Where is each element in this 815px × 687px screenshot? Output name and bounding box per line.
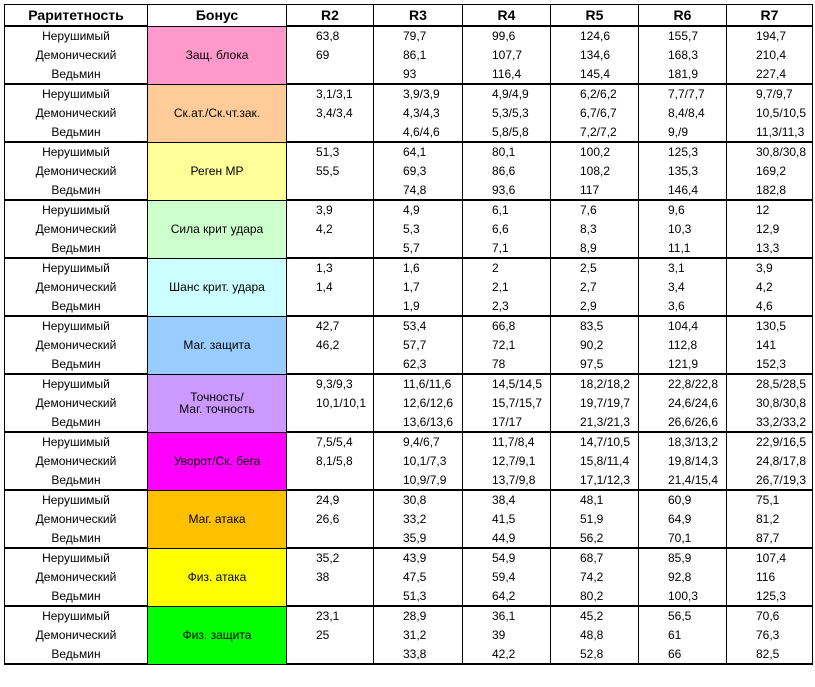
value-cell-r5: 7,6 [551, 200, 639, 220]
value-cell-r7: 182,8 [727, 181, 813, 201]
value-cell-r5: 2,9 [551, 297, 639, 317]
value-cell-r3: 43,9 [374, 548, 463, 568]
bonus-cell [148, 374, 287, 432]
header-rarity: Раритетность [5, 5, 148, 27]
value-cell-r2: 25 [287, 626, 374, 645]
value-cell-r5: 8,9 [551, 239, 639, 259]
value-cell-r3: 53,4 [374, 316, 463, 336]
bonus-label: Уворот/Ск. бега [173, 454, 261, 468]
rarity-cell: Ведьмин [5, 587, 148, 607]
value-cell-r4: 72,1 [463, 336, 551, 355]
value-cell-r5: 108,2 [551, 162, 639, 181]
rarity-cell: Нерушимый [5, 84, 148, 104]
value-cell-r7: 12 [727, 200, 813, 220]
table-row [5, 432, 813, 452]
value-cell-r7: 116 [727, 568, 813, 587]
value-cell-r3: 3,9/3,9 [374, 84, 463, 104]
value-cell-r2 [287, 123, 374, 143]
value-cell-r3: 1,9 [374, 297, 463, 317]
bonus-cell [148, 316, 287, 374]
value-cell-r5: 8,3 [551, 220, 639, 239]
value-cell-r6: 19,8/14,3 [639, 452, 727, 471]
value-cell-r4: 2,3 [463, 297, 551, 317]
value-cell-r3: 86,1 [374, 46, 463, 65]
value-cell-r4: 59,4 [463, 568, 551, 587]
value-cell-r5: 51,9 [551, 510, 639, 529]
value-cell-r4: 2,1 [463, 278, 551, 297]
value-cell-r4: 39 [463, 626, 551, 645]
value-cell-r2 [287, 471, 374, 491]
value-cell-r7: 87,7 [727, 529, 813, 549]
value-cell-r4: 5,3/5,3 [463, 104, 551, 123]
rarity-cell: Нерушимый [5, 606, 148, 626]
table-row [5, 316, 813, 336]
value-cell-r2: 4,2 [287, 220, 374, 239]
value-cell-r2 [287, 645, 374, 665]
value-cell-r4: 80,1 [463, 142, 551, 162]
value-cell-r4: 66,8 [463, 316, 551, 336]
value-cell-r4: 107,7 [463, 46, 551, 65]
value-cell-r4: 99,6 [463, 26, 551, 46]
value-cell-r7: 210,4 [727, 46, 813, 65]
bonus-label: Реген МР [190, 164, 244, 178]
table-row [5, 548, 813, 568]
rarity-cell: Нерушимый [5, 258, 148, 278]
table-row [5, 471, 813, 491]
value-cell-r3: 51,3 [374, 587, 463, 607]
table-row [5, 123, 813, 143]
value-cell-r2 [287, 181, 374, 201]
value-cell-r7: 28,5/28,5 [727, 374, 813, 394]
value-cell-r5: 117 [551, 181, 639, 201]
value-cell-r5: 7,2/7,2 [551, 123, 639, 143]
bonus-label: Физ. защита [182, 628, 252, 642]
value-cell-r4: 86,6 [463, 162, 551, 181]
value-cell-r2: 38 [287, 568, 374, 587]
value-cell-r4: 4,9/4,9 [463, 84, 551, 104]
table-row [5, 510, 813, 529]
value-cell-r5: 14,7/10,5 [551, 432, 639, 452]
value-cell-r7: 22,9/16,5 [727, 432, 813, 452]
header-r3: R3 [374, 5, 463, 27]
bonus-label: Маг. атака [188, 512, 246, 526]
value-cell-r3: 1,7 [374, 278, 463, 297]
value-cell-r2: 46,2 [287, 336, 374, 355]
rarity-cell: Демонический [5, 104, 148, 123]
bonus-cell [148, 142, 287, 200]
table-row [5, 65, 813, 85]
value-cell-r7: 82,5 [727, 645, 813, 665]
rarity-cell: Нерушимый [5, 432, 148, 452]
value-cell-r4: 6,1 [463, 200, 551, 220]
rarity-cell: Демонический [5, 336, 148, 355]
table-row [5, 355, 813, 375]
value-cell-r2: 3,4/3,4 [287, 104, 374, 123]
value-cell-r2 [287, 413, 374, 433]
value-cell-r3: 31,2 [374, 626, 463, 645]
value-cell-r2: 8,1/5,8 [287, 452, 374, 471]
value-cell-r3: 47,5 [374, 568, 463, 587]
value-cell-r5: 145,4 [551, 65, 639, 85]
rarity-cell: Демонический [5, 510, 148, 529]
value-cell-r2 [287, 297, 374, 317]
table-row [5, 46, 813, 65]
rarity-cell: Ведьмин [5, 123, 148, 143]
table-body [5, 26, 813, 664]
bonus-cell [148, 258, 287, 316]
value-cell-r6: 21,4/15,4 [639, 471, 727, 491]
value-cell-r4: 2 [463, 258, 551, 278]
value-cell-r6: 112,8 [639, 336, 727, 355]
value-cell-r2 [287, 65, 374, 85]
value-cell-r6: 135,3 [639, 162, 727, 181]
value-cell-r6: 56,5 [639, 606, 727, 626]
bonus-label: Маг. защита [183, 338, 251, 352]
rarity-cell: Нерушимый [5, 548, 148, 568]
table-row [5, 374, 813, 394]
value-cell-r5: 19,7/19,7 [551, 394, 639, 413]
value-cell-r6: 181,9 [639, 65, 727, 85]
value-cell-r2: 7,5/5,4 [287, 432, 374, 452]
value-cell-r3: 4,6/4,6 [374, 123, 463, 143]
rarity-cell: Ведьмин [5, 65, 148, 85]
value-cell-r4: 116,4 [463, 65, 551, 85]
value-cell-r6: 168,3 [639, 46, 727, 65]
header-r7: R7 [727, 5, 813, 27]
bonus-cell [148, 606, 287, 664]
value-cell-r7: 107,4 [727, 548, 813, 568]
value-cell-r7: 11,3/11,3 [727, 123, 813, 143]
value-cell-r3: 30,8 [374, 490, 463, 510]
rarity-cell: Нерушимый [5, 200, 148, 220]
value-cell-r2: 63,8 [287, 26, 374, 46]
value-cell-r7: 30,8/30,8 [727, 142, 813, 162]
value-cell-r7: 24,8/17,8 [727, 452, 813, 471]
bonus-table [4, 4, 813, 665]
value-cell-r2 [287, 587, 374, 607]
value-cell-r6: 9,/9 [639, 123, 727, 143]
value-cell-r3: 69,3 [374, 162, 463, 181]
value-cell-r3: 64,1 [374, 142, 463, 162]
value-cell-r4: 36,1 [463, 606, 551, 626]
rarity-cell: Демонический [5, 394, 148, 413]
value-cell-r6: 64,9 [639, 510, 727, 529]
value-cell-r7: 12,9 [727, 220, 813, 239]
value-cell-r5: 52,8 [551, 645, 639, 665]
value-cell-r2: 10,1/10,1 [287, 394, 374, 413]
value-cell-r3: 1,6 [374, 258, 463, 278]
value-cell-r5: 56,2 [551, 529, 639, 549]
value-cell-r2 [287, 239, 374, 259]
bonus-label: Шанс крит. удара [169, 280, 265, 294]
value-cell-r6: 9,6 [639, 200, 727, 220]
value-cell-r7: 3,9 [727, 258, 813, 278]
value-cell-r6: 3,1 [639, 258, 727, 278]
value-cell-r3: 13,6/13,6 [374, 413, 463, 433]
value-cell-r4: 13,7/9,8 [463, 471, 551, 491]
header-row [5, 5, 813, 27]
value-cell-r3: 79,7 [374, 26, 463, 46]
table-row [5, 336, 813, 355]
value-cell-r6: 146,4 [639, 181, 727, 201]
value-cell-r2: 26,6 [287, 510, 374, 529]
rarity-cell: Нерушимый [5, 374, 148, 394]
header-r4: R4 [463, 5, 551, 27]
rarity-cell: Ведьмин [5, 645, 148, 665]
value-cell-r6: 18,3/13,2 [639, 432, 727, 452]
value-cell-r4: 54,9 [463, 548, 551, 568]
value-cell-r3: 4,3/4,3 [374, 104, 463, 123]
table-row [5, 162, 813, 181]
value-cell-r7: 4,6 [727, 297, 813, 317]
rarity-cell: Ведьмин [5, 529, 148, 549]
value-cell-r3: 10,1/7,3 [374, 452, 463, 471]
bonus-label: Точность/ [190, 390, 244, 404]
value-cell-r2: 24,9 [287, 490, 374, 510]
value-cell-r7: 30,8/30,8 [727, 394, 813, 413]
value-cell-r3: 62,3 [374, 355, 463, 375]
table-row [5, 220, 813, 239]
value-cell-r5: 2,5 [551, 258, 639, 278]
table-row [5, 645, 813, 665]
table-row [5, 26, 813, 46]
bonus-cell [148, 432, 287, 490]
value-cell-r7: 152,3 [727, 355, 813, 375]
value-cell-r4: 14,5/14,5 [463, 374, 551, 394]
bonus-label: Физ. атака [187, 570, 247, 584]
rarity-cell: Демонический [5, 626, 148, 645]
table-row [5, 297, 813, 317]
bonus-label: Сила крит удара [170, 222, 264, 236]
value-cell-r2: 9,3/9,3 [287, 374, 374, 394]
value-cell-r2 [287, 529, 374, 549]
value-cell-r5: 134,6 [551, 46, 639, 65]
header-r5: R5 [551, 5, 639, 27]
value-cell-r7: 81,2 [727, 510, 813, 529]
value-cell-r3: 74,8 [374, 181, 463, 201]
value-cell-r2: 35,2 [287, 548, 374, 568]
table-row [5, 452, 813, 471]
table-row [5, 606, 813, 626]
table-row [5, 142, 813, 162]
value-cell-r5: 15,8/11,4 [551, 452, 639, 471]
value-cell-r6: 3,4 [639, 278, 727, 297]
value-cell-r6: 70,1 [639, 529, 727, 549]
value-cell-r3: 28,9 [374, 606, 463, 626]
value-cell-r7: 76,3 [727, 626, 813, 645]
value-cell-r6: 8,4/8,4 [639, 104, 727, 123]
value-cell-r5: 68,7 [551, 548, 639, 568]
value-cell-r4: 6,6 [463, 220, 551, 239]
value-cell-r6: 155,7 [639, 26, 727, 46]
table-row [5, 239, 813, 259]
table-row [5, 413, 813, 433]
value-cell-r6: 92,8 [639, 568, 727, 587]
value-cell-r2: 42,7 [287, 316, 374, 336]
value-cell-r3: 11,6/11,6 [374, 374, 463, 394]
value-cell-r4: 11,7/8,4 [463, 432, 551, 452]
header-bonus: Бонус [148, 5, 287, 27]
value-cell-r5: 48,1 [551, 490, 639, 510]
value-cell-r5: 6,7/6,7 [551, 104, 639, 123]
value-cell-r6: 26,6/26,6 [639, 413, 727, 433]
value-cell-r5: 6,2/6,2 [551, 84, 639, 104]
value-cell-r7: 125,3 [727, 587, 813, 607]
value-cell-r5: 74,2 [551, 568, 639, 587]
bonus-label: Защ. блока [185, 48, 249, 62]
table-row [5, 278, 813, 297]
value-cell-r7: 4,2 [727, 278, 813, 297]
table-row [5, 587, 813, 607]
value-cell-r5: 83,5 [551, 316, 639, 336]
value-cell-r7: 13,3 [727, 239, 813, 259]
value-cell-r3: 35,9 [374, 529, 463, 549]
value-cell-r4: 42,2 [463, 645, 551, 665]
table-row [5, 84, 813, 104]
value-cell-r3: 10,9/7,9 [374, 471, 463, 491]
value-cell-r6: 61 [639, 626, 727, 645]
bonus-cell [148, 26, 287, 84]
rarity-cell: Демонический [5, 162, 148, 181]
value-cell-r6: 10,3 [639, 220, 727, 239]
value-cell-r3: 9,4/6,7 [374, 432, 463, 452]
value-cell-r4: 15,7/15,7 [463, 394, 551, 413]
value-cell-r7: 26,7/19,3 [727, 471, 813, 491]
bonus-label: Маг. точность [179, 402, 255, 416]
value-cell-r6: 125,3 [639, 142, 727, 162]
value-cell-r5: 18,2/18,2 [551, 374, 639, 394]
value-cell-r7: 130,5 [727, 316, 813, 336]
bonus-cell [148, 548, 287, 606]
rarity-cell: Демонический [5, 220, 148, 239]
value-cell-r7: 141 [727, 336, 813, 355]
rarity-cell: Демонический [5, 46, 148, 65]
value-cell-r5: 100,2 [551, 142, 639, 162]
value-cell-r4: 38,4 [463, 490, 551, 510]
value-cell-r4: 64,2 [463, 587, 551, 607]
rarity-cell: Нерушимый [5, 316, 148, 336]
rarity-cell: Демонический [5, 452, 148, 471]
value-cell-r4: 7,1 [463, 239, 551, 259]
table-row [5, 394, 813, 413]
value-cell-r6: 104,4 [639, 316, 727, 336]
value-cell-r2: 55,5 [287, 162, 374, 181]
value-cell-r7: 33,2/33,2 [727, 413, 813, 433]
rarity-cell: Демонический [5, 568, 148, 587]
rarity-cell: Ведьмин [5, 355, 148, 375]
table-row [5, 258, 813, 278]
value-cell-r3: 5,7 [374, 239, 463, 259]
value-cell-r7: 9,7/9,7 [727, 84, 813, 104]
value-cell-r2: 1,3 [287, 258, 374, 278]
value-cell-r7: 194,7 [727, 26, 813, 46]
value-cell-r5: 90,2 [551, 336, 639, 355]
table-row [5, 104, 813, 123]
value-cell-r2: 3,1/3,1 [287, 84, 374, 104]
value-cell-r5: 97,5 [551, 355, 639, 375]
value-cell-r3: 4,9 [374, 200, 463, 220]
value-cell-r4: 44,9 [463, 529, 551, 549]
table-row [5, 568, 813, 587]
value-cell-r5: 2,7 [551, 278, 639, 297]
value-cell-r4: 78 [463, 355, 551, 375]
value-cell-r7: 169,2 [727, 162, 813, 181]
rarity-cell: Нерушимый [5, 26, 148, 46]
value-cell-r3: 5,3 [374, 220, 463, 239]
value-cell-r3: 93 [374, 65, 463, 85]
value-cell-r6: 60,9 [639, 490, 727, 510]
rarity-cell: Нерушимый [5, 142, 148, 162]
value-cell-r3: 33,2 [374, 510, 463, 529]
header-r2: R2 [287, 5, 374, 27]
value-cell-r6: 24,6/24,6 [639, 394, 727, 413]
value-cell-r7: 75,1 [727, 490, 813, 510]
bonus-cell [148, 490, 287, 548]
value-cell-r5: 21,3/21,3 [551, 413, 639, 433]
value-cell-r6: 11,1 [639, 239, 727, 259]
bonus-label: Ск.ат./Ск.чт.зак. [173, 106, 261, 120]
value-cell-r6: 3,6 [639, 297, 727, 317]
value-cell-r4: 17/17 [463, 413, 551, 433]
value-cell-r4: 12,7/9,1 [463, 452, 551, 471]
rarity-cell: Ведьмин [5, 181, 148, 201]
rarity-cell: Нерушимый [5, 490, 148, 510]
rarity-cell: Демонический [5, 278, 148, 297]
value-cell-r6: 100,3 [639, 587, 727, 607]
value-cell-r5: 45,2 [551, 606, 639, 626]
bonus-cell [148, 84, 287, 142]
value-cell-r6: 85,9 [639, 548, 727, 568]
value-cell-r2: 3,9 [287, 200, 374, 220]
value-cell-r3: 57,7 [374, 336, 463, 355]
table-row [5, 200, 813, 220]
value-cell-r5: 48,8 [551, 626, 639, 645]
value-cell-r3: 33,8 [374, 645, 463, 665]
value-cell-r6: 22,8/22,8 [639, 374, 727, 394]
value-cell-r2: 23,1 [287, 606, 374, 626]
rarity-cell: Ведьмин [5, 239, 148, 259]
value-cell-r2 [287, 355, 374, 375]
value-cell-r4: 5,8/5,8 [463, 123, 551, 143]
value-cell-r2: 51,3 [287, 142, 374, 162]
header-r6: R6 [639, 5, 727, 27]
value-cell-r6: 66 [639, 645, 727, 665]
rarity-cell: Ведьмин [5, 297, 148, 317]
value-cell-r5: 80,2 [551, 587, 639, 607]
table-row [5, 626, 813, 645]
value-cell-r7: 227,4 [727, 65, 813, 85]
table-row [5, 490, 813, 510]
value-cell-r2: 1,4 [287, 278, 374, 297]
value-cell-r7: 70,6 [727, 606, 813, 626]
table-row [5, 181, 813, 201]
value-cell-r3: 12,6/12,6 [374, 394, 463, 413]
value-cell-r4: 93,6 [463, 181, 551, 201]
bonus-cell [148, 200, 287, 258]
value-cell-r5: 17,1/12,3 [551, 471, 639, 491]
value-cell-r2: 69 [287, 46, 374, 65]
rarity-cell: Ведьмин [5, 413, 148, 433]
value-cell-r7: 10,5/10,5 [727, 104, 813, 123]
table-row [5, 529, 813, 549]
value-cell-r6: 7,7/7,7 [639, 84, 727, 104]
value-cell-r6: 121,9 [639, 355, 727, 375]
value-cell-r4: 41,5 [463, 510, 551, 529]
value-cell-r5: 124,6 [551, 26, 639, 46]
rarity-cell: Ведьмин [5, 471, 148, 491]
